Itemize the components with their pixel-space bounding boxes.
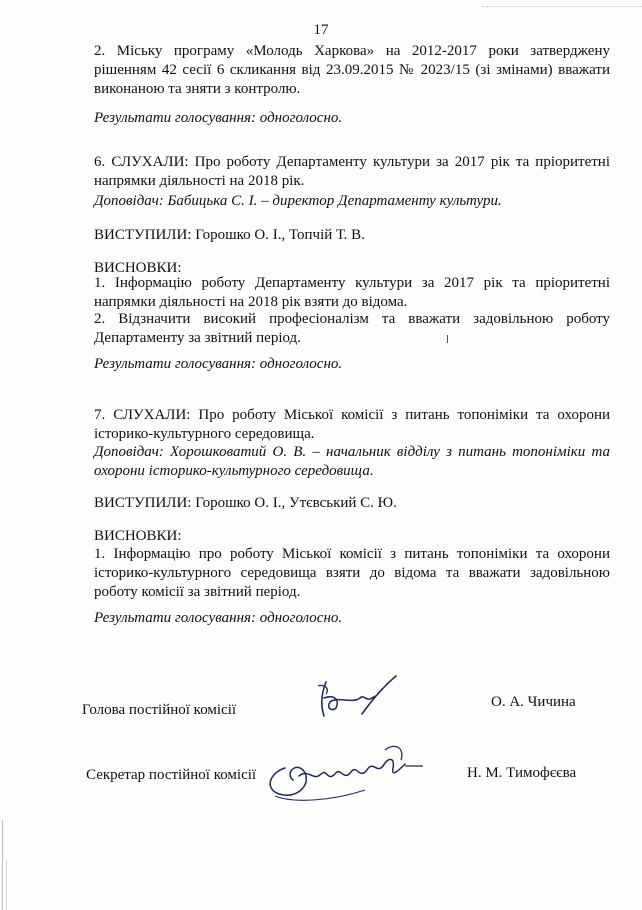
scan-artifact bbox=[447, 335, 448, 343]
chair-signature bbox=[300, 668, 410, 728]
paragraph-line: Доповідач: Хорошковатий О. В. – начальник відділу з питань топоніміки та bbox=[94, 444, 610, 460]
paragraph-line: 1. Інформацію роботу Департаменту культури за 2017 рік та пріоритетні bbox=[94, 275, 610, 291]
section-7-heard bbox=[94, 406, 610, 444]
item-2-paragraph bbox=[94, 42, 610, 99]
chair-name: О. А. Чичина bbox=[491, 694, 576, 710]
paragraph-line: 2. Міську програму «Молодь Харкова» на 2012-2017 роки затверджену bbox=[94, 43, 610, 59]
voting-result: Результати голосування: одноголосно. bbox=[94, 110, 343, 126]
scan-edge bbox=[6, 860, 7, 910]
secretary-role: Секретар постійної комісії bbox=[86, 767, 257, 783]
section-7-conclusion-1 bbox=[94, 545, 610, 602]
section-6-speaker: Доповідач: Бабицька С. І. – директор Департаменту культури. bbox=[94, 193, 502, 209]
paragraph-line: 6. СЛУХАЛИ: Про роботу Департаменту культури за 2017 рік та пріоритетні bbox=[94, 154, 610, 170]
voting-result: Результати голосування: одноголосно. bbox=[94, 356, 343, 372]
paragraph-line: рішенням 42 сесії 6 скликання від 23.09.2015 № 2023/15 (зі змінами) вважати bbox=[94, 62, 610, 78]
section-6-heard bbox=[94, 153, 610, 191]
scan-edge bbox=[2, 820, 3, 910]
section-7-speaker bbox=[94, 443, 610, 481]
paragraph-line: напрямки діяльності на 2018 рік. bbox=[94, 173, 305, 189]
section-7-spoke: ВИСТУПИЛИ: Горошко О. І., Утєвський С. Ю. bbox=[94, 495, 397, 511]
section-7-conclusions-title: ВИСНОВКИ: bbox=[94, 528, 182, 544]
paragraph-line: Департаменту за звітний період. bbox=[94, 330, 301, 346]
voting-result: Результати голосування: одноголосно. bbox=[94, 610, 343, 626]
paragraph-line: історико-культурного середовища взяти до відома та вважати задовільною bbox=[94, 565, 610, 581]
secretary-signature bbox=[255, 738, 435, 813]
paragraph-line: 2. Відзначити високий професіоналізм та вважати задовільною роботу bbox=[94, 311, 610, 327]
chair-role: Голова постійної комісії bbox=[82, 702, 237, 718]
scan-artifact bbox=[482, 6, 642, 9]
section-6-spoke: ВИСТУПИЛИ: Горошко О. І., Топчій Т. В. bbox=[94, 227, 365, 243]
paragraph-line: роботу комісії за звітний період. bbox=[94, 584, 301, 600]
paragraph-line: напрямки діяльності на 2018 рік взяти до відома. bbox=[94, 294, 408, 310]
section-6-conclusions-title: ВИСНОВКИ: bbox=[94, 260, 182, 276]
section-6-conclusion-1 bbox=[94, 274, 610, 312]
paragraph-line: виконаною та зняти з контролю. bbox=[94, 81, 301, 97]
page-number: 17 bbox=[313, 22, 329, 38]
secretary-name: Н. М. Тимофєєва bbox=[467, 765, 577, 781]
paragraph-line: 1. Інформацію про роботу Міської комісії з питань топоніміки та охорони bbox=[94, 546, 610, 562]
paragraph-line: 7. СЛУХАЛИ: Про роботу Міської комісії з питань топоніміки та охорони bbox=[94, 407, 610, 423]
section-6-conclusion-2 bbox=[94, 310, 610, 348]
paragraph-line: історико-культурного середовища. bbox=[94, 426, 315, 442]
paragraph-line: охорони історико-культурного середовища. bbox=[94, 463, 374, 479]
